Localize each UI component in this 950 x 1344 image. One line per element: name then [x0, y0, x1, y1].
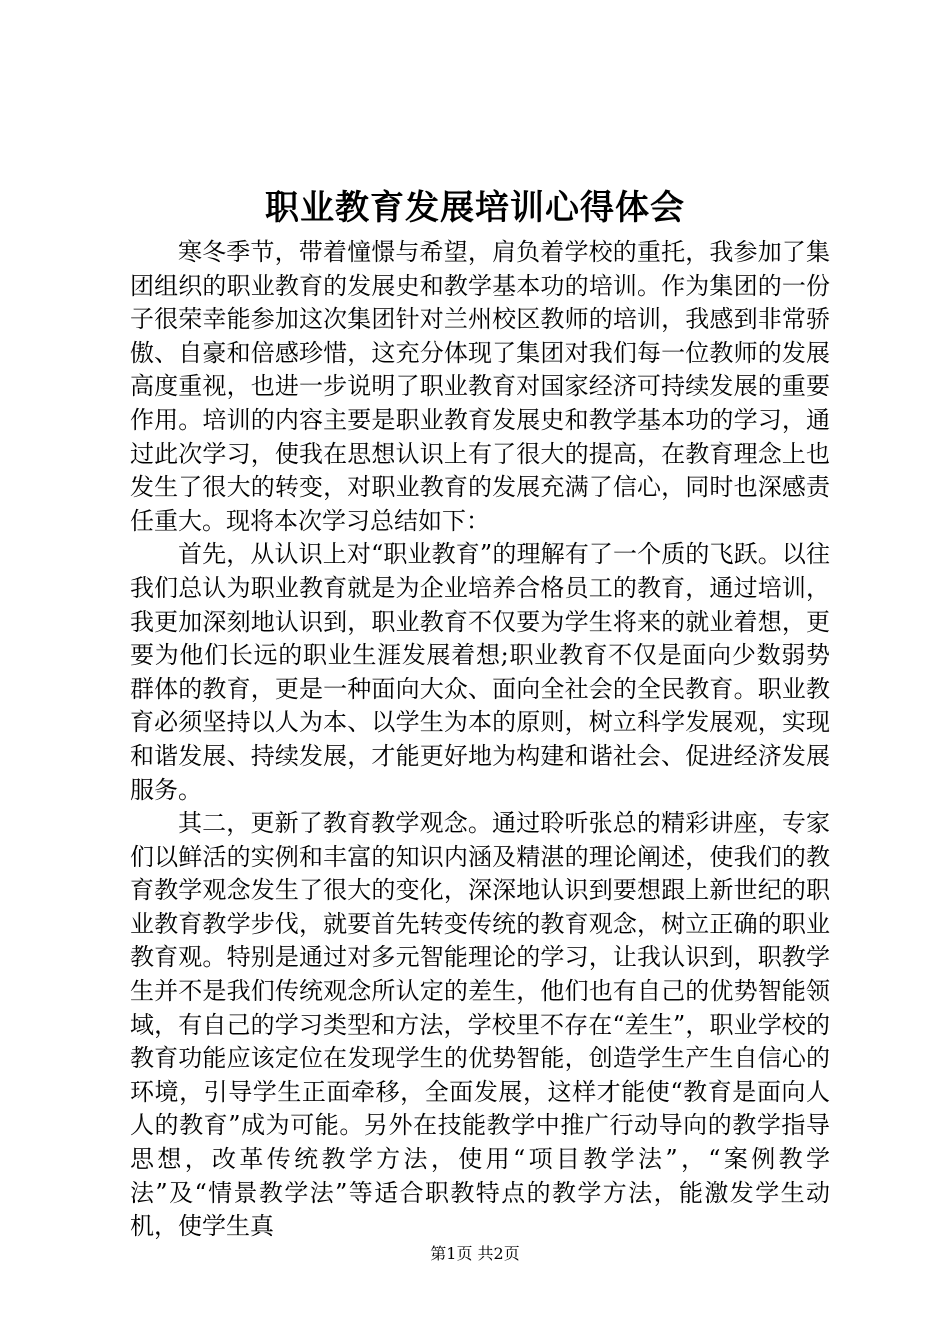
paragraph-second-point: 其二，更新了教育教学观念。通过聆听张总的精彩讲座，专家们以鲜活的实例和丰富的知识内涵及精湛的理论阐述，使我们的教育教学观念发生了很大的变化，深深地认识到要想跟上新世纪的职业教育教学步伐，就要首先转变传统的教育观念，树立正确的职业教育观。特别是通过对多元智能理论的学习，让我认识到，职教学生并不是我们传统观念所认定的差生，他们也有自己的优势智能领域，有自己的学习类型和方法，学校里不存在“差生”，职业学校的教育功能应该定位在发现学生的优势智能，创造学生产生自信心的环境，引导学生正面牵移，全面发展，这样才能使“教育是面向人人的教育”成为可能。另外在技能教学中推广行动导向的教学指导思想，改革传统教学方法，使用“项目教学法”，“案例教学法”及“情景教学法”等适合职教特点的教学方法，能激发学生动机，使学生真 [130, 809, 830, 1241]
document-title: 职业教育发展培训心得体会 [265, 188, 685, 228]
paragraph-first-point: 首先，从认识上对“职业教育”的理解有了一个质的飞跃。以往我们总认为职业教育就是为企业培养合格员工的教育，通过培训，我更加深刻地认识到，职业教育不仅要为学生将来的就业着想，更要为他们长远的职业生涯发展着想;职业教育不仅是面向少数弱势群体的教育，更是一种面向大众、面向全社会的全民教育。职业教育必须坚持以人为本、以学生为本的原则，树立科学发展观，实现和谐发展、持续发展，才能更好地为构建和谐社会、促进经济发展服务。 [130, 540, 830, 804]
page-number-footer: 第1页 共2页 [430, 1244, 520, 1263]
document-body [130, 236, 830, 1244]
paragraph-intro: 寒冬季节，带着憧憬与希望，肩负着学校的重托，我参加了集团组织的职业教育的发展史和教学基本功的培训。作为集团的一份子很荣幸能参加这次集团针对兰州校区教师的培训，我感到非常骄傲、自豪和倍感珍惜，这充分体现了集团对我们每一位教师的发展高度重视，也进一步说明了职业教育对国家经济可持续发展的重要作用。培训的内容主要是职业教育发展史和教学基本功的学习，通过此次学习，使我在思想认识上有了很大的提高，在教育理念上也发生了很大的转变，对职业教育的发展充满了信心，同时也深感责任重大。现将本次学习总结如下： [130, 238, 830, 535]
